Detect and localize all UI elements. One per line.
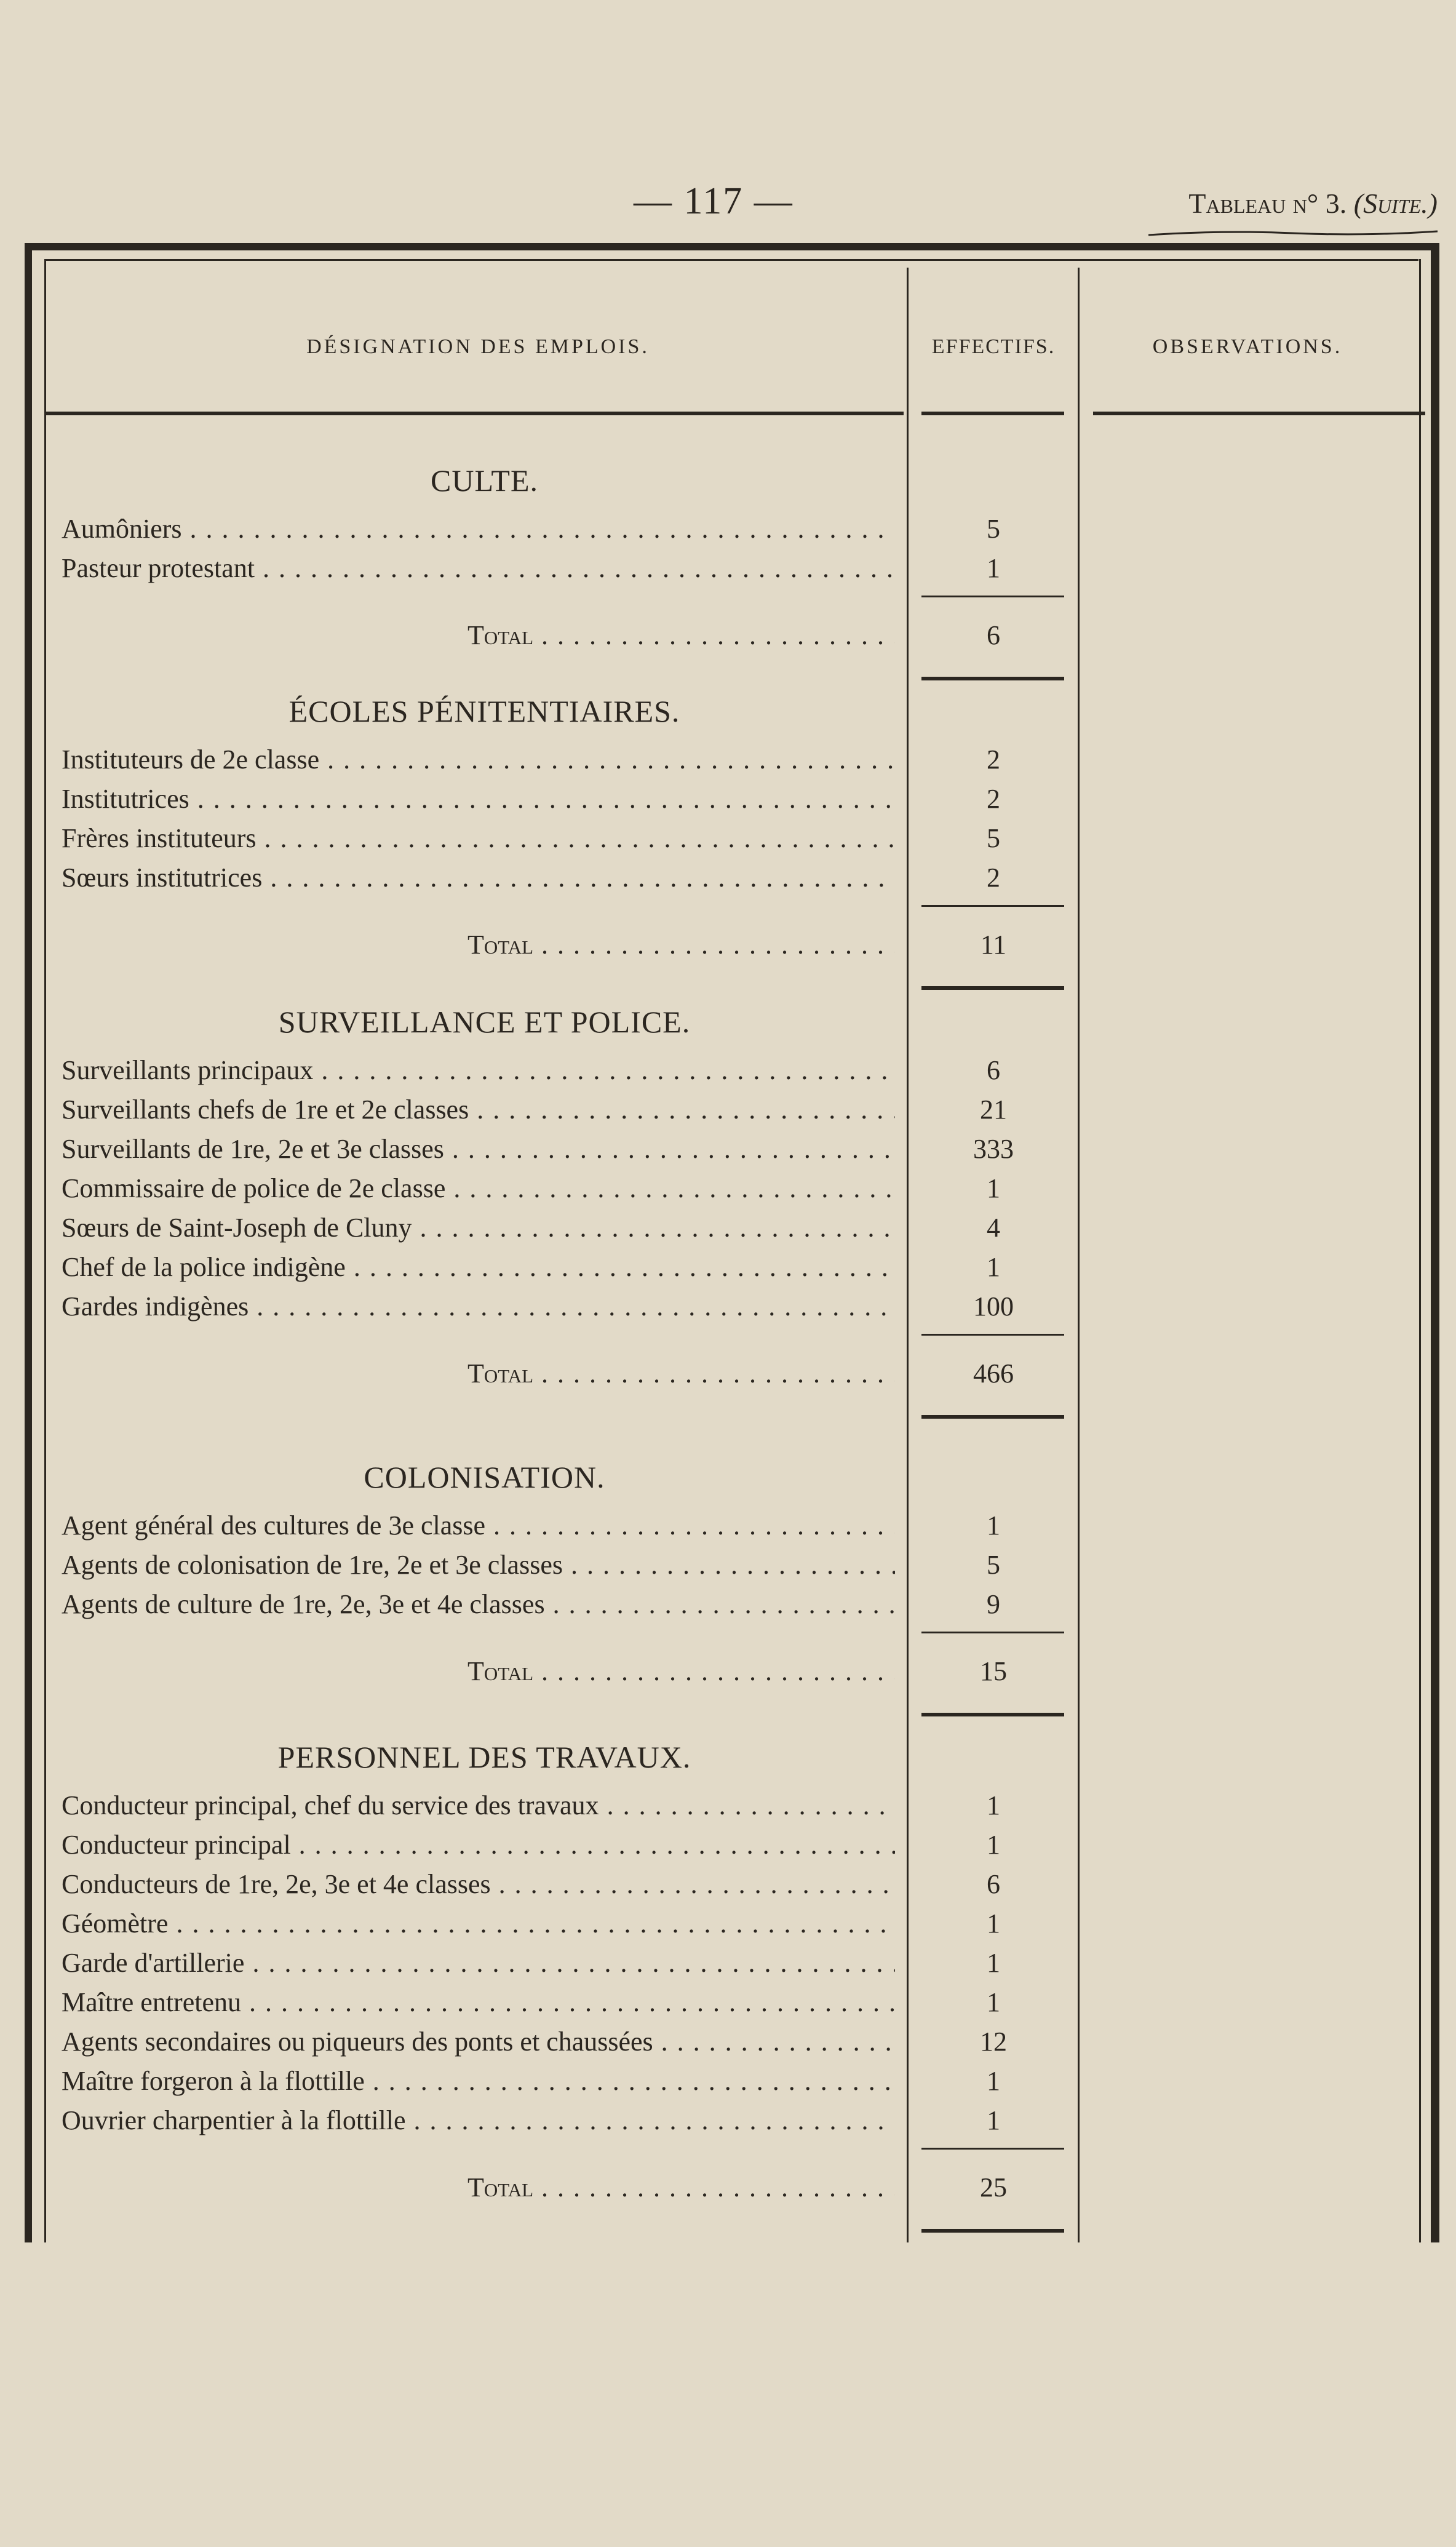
table-row [62, 782, 1076, 816]
row-value: 1 [987, 553, 1000, 583]
row-value: 1 [987, 1830, 1000, 1860]
table-row [62, 1907, 1076, 1941]
total-row [62, 2170, 1076, 2205]
row-value: 1 [987, 1252, 1000, 1282]
table-row [62, 1587, 1076, 1622]
header-rule-effectifs [921, 412, 1064, 415]
table-frame [25, 243, 1439, 2242]
row-label: Garde d'artillerie . . . [62, 1946, 895, 1980]
total-end-rule [921, 677, 1064, 680]
table-reference [1188, 187, 1438, 220]
row-value: 5 [987, 1550, 1000, 1580]
table-row [62, 861, 1076, 895]
row-label: Conducteur principal . . . [62, 1828, 895, 1862]
table-row [62, 1132, 1076, 1166]
table-row [62, 512, 1076, 546]
inner-right-rule [1419, 259, 1421, 2242]
total-rule [921, 905, 1064, 907]
row-label: Conducteur principal, chef du service des travaux . . . [62, 1788, 895, 1823]
row-label: Chef de la police indigène . . . [62, 1250, 895, 1285]
row-label: Sœurs de Saint-Joseph de Cluny . . . [62, 1211, 895, 1245]
row-label: Sœurs institutrices . . . [62, 861, 895, 895]
row-label: Surveillants principaux . . . [62, 1053, 895, 1088]
row-value: 2 [987, 784, 1000, 814]
table-row [62, 2025, 1076, 2059]
row-label: Ouvrier charpentier à la flottille . . . [62, 2103, 895, 2138]
row-label: Gardes indigènes . . . [62, 1289, 895, 1324]
header-rule-observations [1093, 412, 1425, 415]
row-label: Maître entretenu . . . [62, 1985, 895, 2020]
total-end-rule [921, 986, 1064, 990]
total-row [62, 618, 1076, 653]
table-row [62, 1867, 1076, 1902]
row-value: 1 [987, 1510, 1000, 1541]
section-title: SURVEILLANCE ET POLICE. [278, 1005, 691, 1039]
row-value: 6 [987, 1055, 1000, 1085]
total-label: Total . . . [467, 1357, 895, 1391]
row-label: Aumôniers . . . [62, 512, 895, 546]
table-row [62, 1509, 1076, 1543]
column-header-designation: DÉSIGNATION DES EMPLOIS. [306, 335, 650, 358]
row-value: 6 [987, 1869, 1000, 1899]
table-ref-suite: (Suite.) [1353, 188, 1438, 219]
row-value: 1 [987, 1790, 1000, 1820]
table-row [62, 1828, 1076, 1862]
column-header-observations: OBSERVATIONS. [1152, 335, 1343, 358]
section-title: PERSONNEL DES TRAVAUX. [277, 1740, 691, 1774]
table-row [62, 821, 1076, 856]
row-label: Surveillants chefs de 1re et 2e classes . . . [62, 1093, 895, 1127]
row-value: 21 [980, 1094, 1007, 1125]
row-value: 5 [987, 823, 1000, 853]
total-label: Total . . . [467, 2170, 895, 2205]
table-row [62, 2064, 1076, 2099]
table-row [62, 1093, 1076, 1127]
table-row [62, 1250, 1076, 1285]
row-label: Géomètre . . . [62, 1907, 895, 1941]
row-value: 100 [973, 1291, 1014, 1321]
row-label: Agents de colonisation de 1re, 2e et 3e classes . . . [62, 1548, 895, 1582]
total-value: 15 [980, 1656, 1007, 1686]
row-label: Agent général des cultures de 3e classe . . . [62, 1509, 895, 1543]
row-value: 9 [987, 1589, 1000, 1619]
row-value: 1 [987, 1908, 1000, 1939]
row-label: Agents de culture de 1re, 2e, 3e et 4e classes . . . [62, 1587, 895, 1622]
row-label: Frères instituteurs . . . [62, 821, 895, 856]
total-row [62, 1654, 1076, 1689]
table-ref-label: Tableau n° 3. [1188, 188, 1347, 219]
table-row [62, 1053, 1076, 1088]
total-value: 11 [980, 930, 1007, 960]
row-value: 1 [987, 1948, 1000, 1978]
total-label: Total . . . [467, 1654, 895, 1689]
total-row [62, 928, 1076, 962]
inner-top-rule [44, 259, 1418, 261]
row-label: Surveillants de 1re, 2e et 3e classes . . . [62, 1132, 895, 1166]
total-end-rule [921, 1415, 1064, 1419]
table-row [62, 743, 1076, 777]
page-header [0, 180, 1456, 235]
total-rule [921, 1334, 1064, 1336]
header-rule-designation [46, 412, 904, 415]
row-value: 5 [987, 514, 1000, 544]
column-header-effectifs: EFFECTIFS. [931, 335, 1056, 358]
row-value: 1 [987, 1173, 1000, 1203]
total-value: 6 [987, 620, 1000, 650]
row-value: 333 [973, 1134, 1014, 1164]
row-label: Pasteur protestant . . . [62, 551, 895, 586]
total-rule [921, 2148, 1064, 2150]
row-value: 2 [987, 744, 1000, 775]
row-label: Instituteurs de 2e classe . . . [62, 743, 895, 777]
row-value: 12 [980, 2027, 1007, 2057]
total-label: Total . . . [467, 928, 895, 962]
row-label: Commissaire de police de 2e classe . . . [62, 1171, 895, 1206]
table-row [62, 1985, 1076, 2020]
row-label: Institutrices . . . [62, 782, 895, 816]
table-row [62, 1289, 1076, 1324]
row-label: Maître forgeron à la flottille . . . [62, 2064, 895, 2099]
row-value: 1 [987, 2105, 1000, 2135]
total-rule [921, 1632, 1064, 1633]
row-value: 1 [987, 1987, 1000, 2017]
row-value: 2 [987, 863, 1000, 893]
total-value: 466 [973, 1358, 1014, 1389]
table-row [62, 1171, 1076, 1206]
table-row [62, 551, 1076, 586]
section-title: CULTE. [431, 463, 538, 498]
total-end-rule [921, 2229, 1064, 2233]
total-end-rule [921, 1713, 1064, 1716]
inner-left-rule [44, 259, 46, 2242]
table-row [62, 1211, 1076, 1245]
decorative-swash [1148, 229, 1438, 237]
total-row [62, 1357, 1076, 1391]
table-row [62, 1548, 1076, 1582]
row-label: Agents secondaires ou piqueurs des ponts et chaussées . . . [62, 2025, 895, 2059]
row-value: 1 [987, 2066, 1000, 2096]
row-label: Conducteurs de 1re, 2e, 3e et 4e classes . . . [62, 1867, 895, 1902]
table-row [62, 1946, 1076, 1980]
row-value: 4 [987, 1213, 1000, 1243]
total-rule [921, 596, 1064, 597]
total-value: 25 [980, 2172, 1007, 2202]
section-title: COLONISATION. [364, 1460, 605, 1494]
column-separator-2 [1078, 268, 1080, 2242]
table-row [62, 1788, 1076, 1823]
table-row [62, 2103, 1076, 2138]
section-title: ÉCOLES PÉNITENTIAIRES. [288, 694, 680, 728]
page-number: — 117 — [634, 180, 794, 222]
total-label: Total . . . [467, 618, 895, 653]
